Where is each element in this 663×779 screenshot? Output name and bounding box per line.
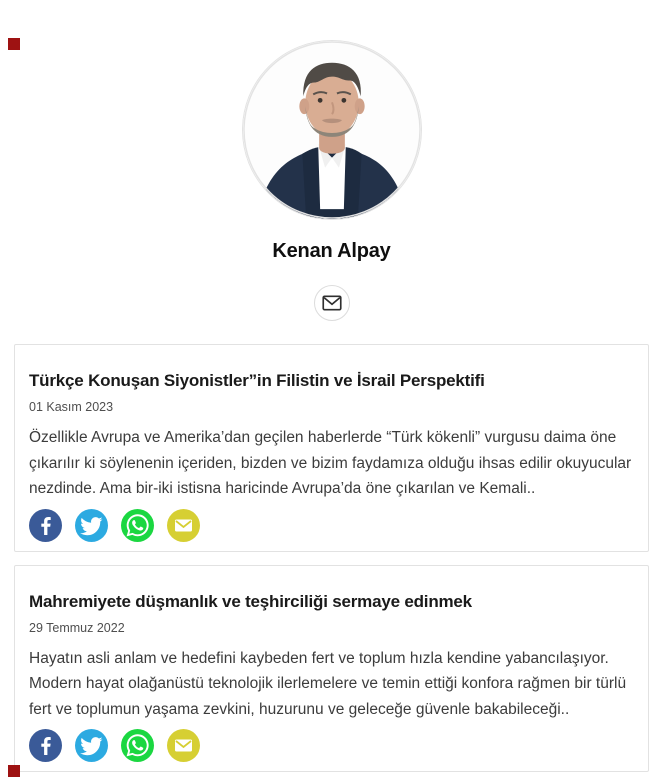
twitter-share-icon[interactable] xyxy=(75,729,108,762)
article-excerpt: Özellikle Avrupa ve Amerika’dan geçilen haberlerde “Türk kökenli” vurgusu daima öne çıkarılır ki söylenenin içeriden, bizden ve bizim faydamıza olduğu ihsas edilir okuyucular nezdinde. Ama bir-iki istisna haricinde Avrupa’da öne çıkarılan ve Kemali.. xyxy=(29,429,632,497)
whatsapp-share-icon[interactable] xyxy=(121,509,154,542)
portrait-photo xyxy=(243,41,421,219)
facebook-share-icon[interactable] xyxy=(29,509,62,542)
share-row xyxy=(29,729,634,762)
author-profile xyxy=(0,0,663,321)
article-date: 29 Temmuz 2022 xyxy=(29,620,125,635)
article-card xyxy=(14,565,649,773)
email-share-icon[interactable] xyxy=(167,509,200,542)
red-marker-top xyxy=(8,38,20,50)
twitter-share-icon[interactable] xyxy=(75,509,108,542)
article-card xyxy=(14,344,649,552)
facebook-share-icon[interactable] xyxy=(29,729,62,762)
share-row xyxy=(29,509,634,542)
article-date: 01 Kasım 2023 xyxy=(29,400,114,414)
email-contact-button[interactable] xyxy=(314,285,350,321)
red-marker-bottom xyxy=(8,765,20,777)
article-excerpt: Hayatın asli anlam ve hedefini kaybeden fert ve toplum hızla kendine yabancılaşıyor. Modern hayat olağanüstü teknolojik ilerlemelere ve temin ettiği konfora rağmen bir türlü fert ve toplumun yaşama zevkini, huzurunu ve geleceğe güvenle bakabileceği.. xyxy=(29,649,627,718)
envelope-icon xyxy=(322,295,342,311)
author-avatar xyxy=(242,40,422,220)
article-title[interactable]: Türkçe Konuşan Siyonistler”in Filistin ve İsrail Perspektifi xyxy=(29,371,485,390)
author-name: Kenan Alpay xyxy=(272,240,391,262)
email-share-icon[interactable] xyxy=(167,729,200,762)
article-title[interactable]: Mahremiyete düşmanlık ve teşhirciliği sermaye edinmek xyxy=(29,591,472,611)
whatsapp-share-icon[interactable] xyxy=(121,729,154,762)
article-list xyxy=(0,344,663,772)
